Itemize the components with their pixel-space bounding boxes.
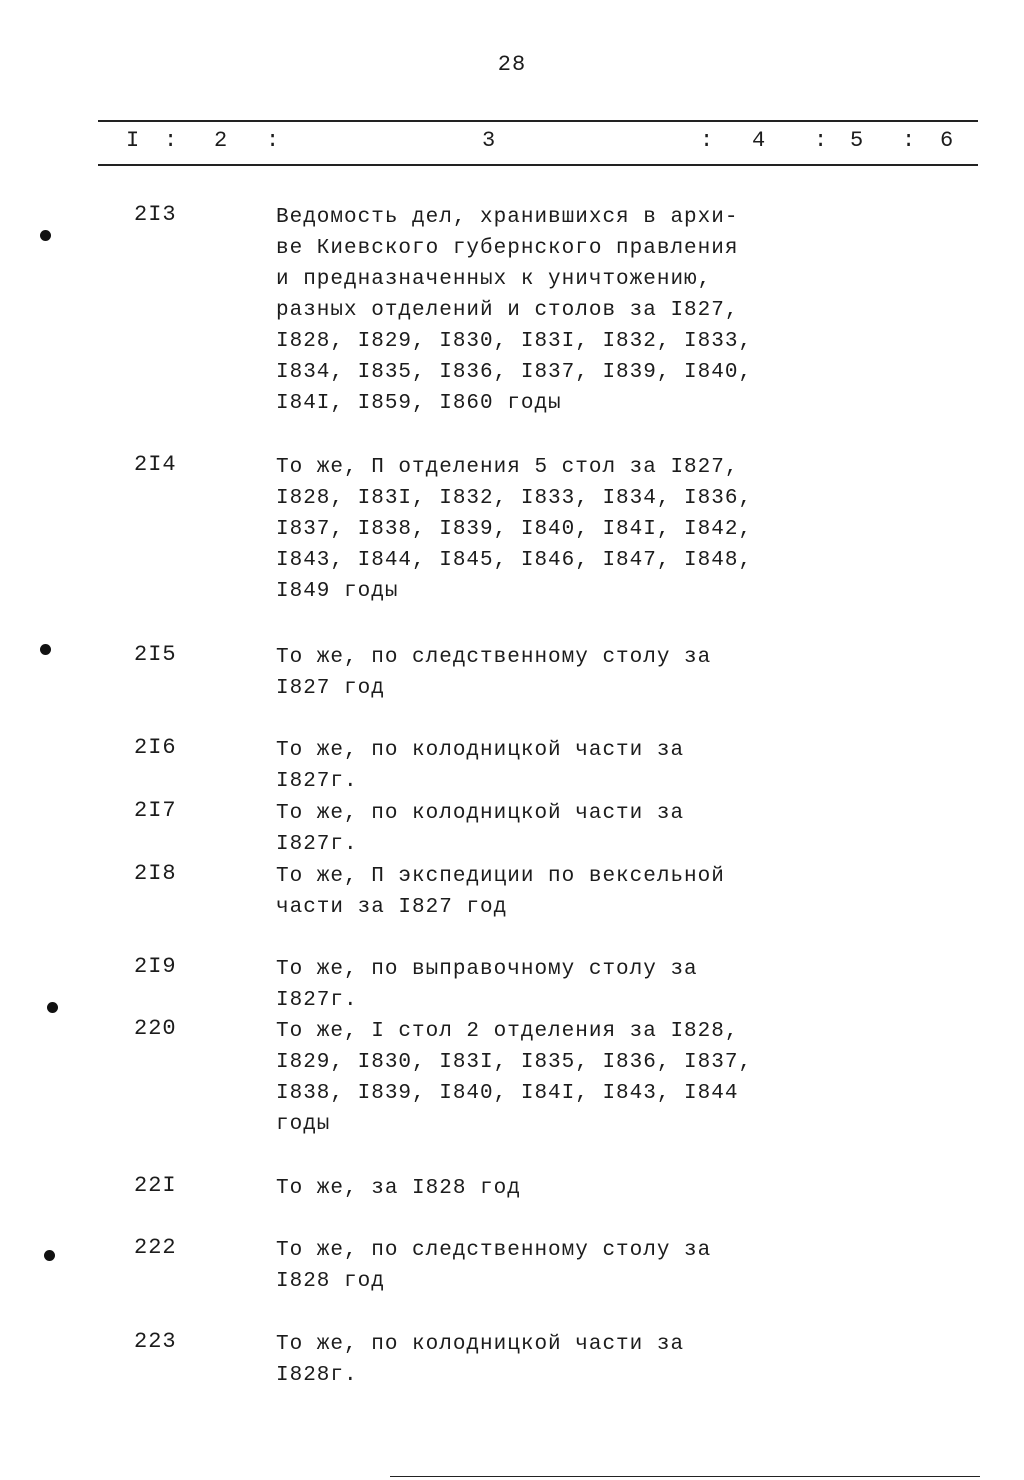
entry-number: 2I7 xyxy=(134,798,177,823)
binding-hole-mark xyxy=(40,230,51,241)
entry-number: 222 xyxy=(134,1235,177,1260)
table-header xyxy=(0,128,1024,158)
column-separator: : xyxy=(164,128,178,153)
table-header-bottom-rule xyxy=(98,164,978,166)
binding-hole-mark xyxy=(44,1250,55,1261)
entry-description: То же, П отделения 5 стол за I827, I828, I83I, I832, I833, I834, I836, I837, I838, I839, I840, I84I, I842, I843, I844, I845, I846, I847, I848, I849 годы xyxy=(276,456,753,603)
entry-number: 220 xyxy=(134,1016,177,1041)
column-5-header: 5 xyxy=(850,128,864,153)
entry-number: 22I xyxy=(134,1173,177,1198)
binding-hole-mark xyxy=(40,644,51,655)
column-separator: : xyxy=(700,128,714,153)
entry-description: То же, по следственному столу за I827 год xyxy=(276,646,712,700)
column-4-header: 4 xyxy=(752,128,766,153)
column-3-header: 3 xyxy=(482,128,496,153)
column-2-header: 2 xyxy=(214,128,228,153)
table-header-top-rule xyxy=(98,120,978,122)
entry-description: То же, за I828 год xyxy=(276,1177,521,1200)
entry-description: То же, П экспедиции по вексельной части за I827 год xyxy=(276,865,725,919)
entry-description: То же, I стол 2 отделения за I828, I829, I830, I83I, I835, I836, I837, I838, I839, I840, I84I, I843, I844 годы xyxy=(276,1020,753,1136)
entry-description: То же, по следственному столу за I828 год xyxy=(276,1239,712,1293)
column-6-header: 6 xyxy=(940,128,954,153)
binding-hole-mark xyxy=(47,1002,58,1013)
entry-description: Ведомость дел, хранившихся в архи- ве Киевского губернского правления и предназначенных к уничтожению, разных отделений и столов за I827, I828, I829, I830, I83I, I832, I833, I834, I835, I836, I837, I839, I840, I84I, I859, I860 годы xyxy=(276,206,753,415)
entry-number: 2I8 xyxy=(134,861,177,886)
column-separator: : xyxy=(902,128,916,153)
entry-number: 223 xyxy=(134,1329,177,1354)
entry-number: 2I9 xyxy=(134,954,177,979)
entry-number: 2I4 xyxy=(134,452,177,477)
entry-number: 2I3 xyxy=(134,202,177,227)
entry-description: То же, по колодницкой части за I827г. xyxy=(276,802,685,856)
entry-description: То же, по колодницкой части за I828г. xyxy=(276,1333,685,1387)
page-number: 28 xyxy=(497,52,527,77)
entry-description: То же, по колодницкой части за I827г. xyxy=(276,739,685,793)
entry-description: То же, по выправочному столу за I827г. xyxy=(276,958,698,1012)
entry-number: 2I5 xyxy=(134,642,177,667)
column-1-header: I xyxy=(126,128,140,153)
column-separator: : xyxy=(266,128,280,153)
entry-number: 2I6 xyxy=(134,735,177,760)
column-separator: : xyxy=(814,128,828,153)
page-bottom-rule xyxy=(390,1476,980,1477)
